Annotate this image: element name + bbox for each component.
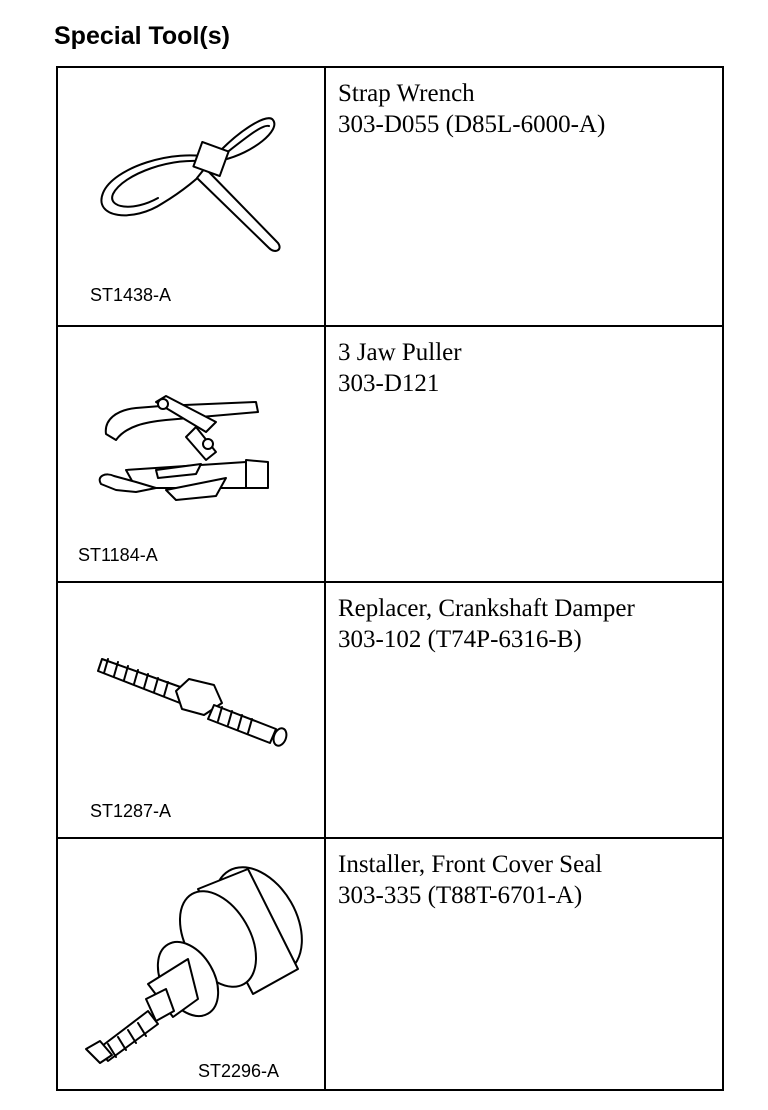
tool-image-cell <box>58 839 326 1089</box>
page-title: Special Tool(s) <box>54 22 230 50</box>
tool-description <box>326 327 722 581</box>
tool-row-strap-wrench <box>58 68 722 325</box>
tool-image-cell <box>58 583 326 837</box>
tool-number: 303-D121 <box>338 370 440 397</box>
damper-replacer-icon <box>94 643 294 753</box>
tool-image-cell <box>58 68 326 325</box>
strap-wrench-icon <box>93 108 293 258</box>
jaw-puller-icon <box>96 392 276 502</box>
tool-number: 303-D055 (D85L-6000-A) <box>338 111 606 138</box>
special-tools-table <box>56 66 724 1091</box>
tool-number: 303-335 (T88T-6701-A) <box>338 882 583 909</box>
tool-row-jaw-puller <box>58 325 722 581</box>
tool-image-code: ST1287-A <box>90 801 172 821</box>
tool-name: 3 Jaw Puller <box>338 339 462 366</box>
tool-row-seal-installer <box>58 837 722 1089</box>
tool-description <box>326 839 722 1089</box>
tool-description <box>326 583 722 837</box>
tool-image-code: ST1184-A <box>78 545 158 565</box>
tool-name: Strap Wrench <box>338 80 475 107</box>
tool-image-cell <box>58 327 326 581</box>
seal-installer-icon <box>78 849 308 1069</box>
tool-image-code: ST1438-A <box>90 285 172 305</box>
tool-description <box>326 68 722 325</box>
tool-number: 303-102 (T74P-6316-B) <box>338 626 582 653</box>
tool-row-damper-replacer <box>58 581 722 837</box>
tool-name: Replacer, Crankshaft Damper <box>338 595 635 622</box>
tool-image-code: ST2296-A <box>198 1061 280 1081</box>
tool-name: Installer, Front Cover Seal <box>338 851 603 878</box>
